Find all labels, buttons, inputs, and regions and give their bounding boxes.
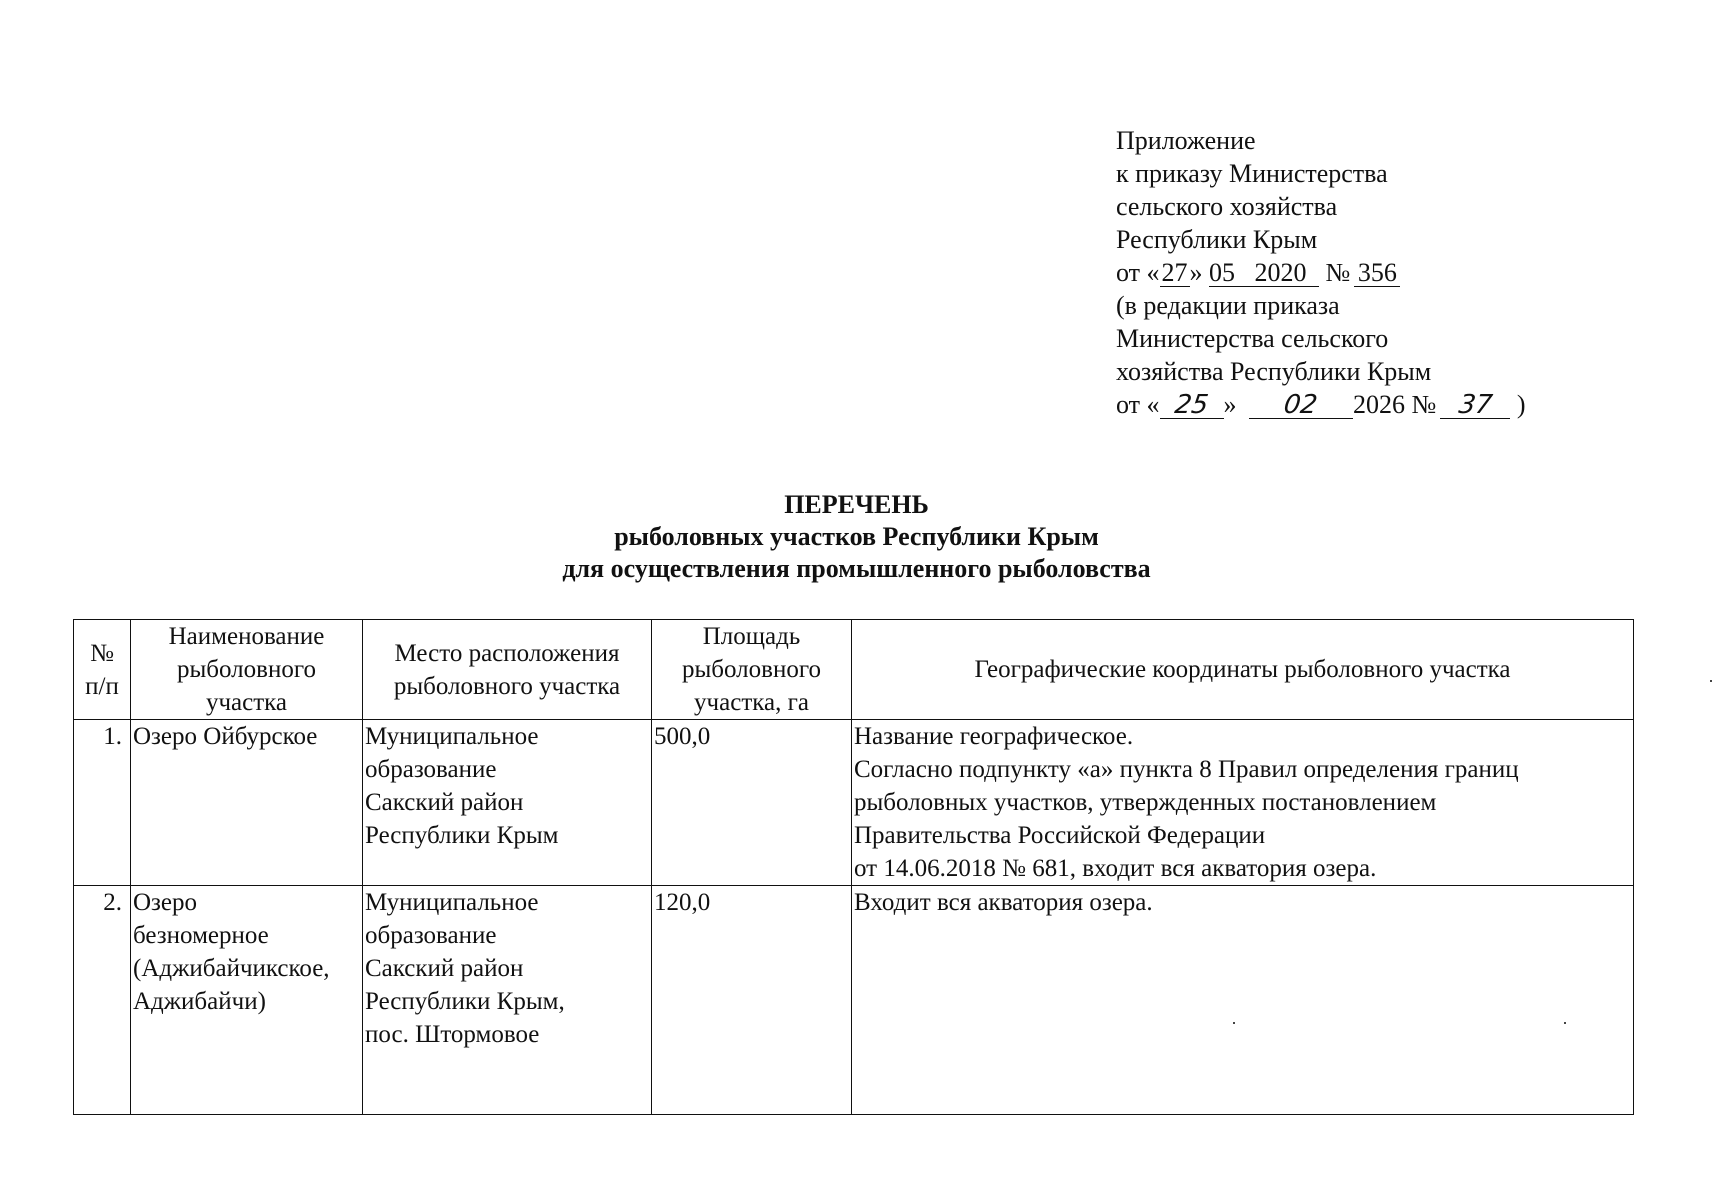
table-row	[74, 886, 1634, 1115]
cell-text: Аджибайчи)	[133, 988, 266, 1015]
order-quote: »	[1189, 258, 1203, 287]
amend-quote: »	[1223, 390, 1237, 419]
cell-text: Входит вся акватория озера.	[854, 889, 1153, 916]
cell-name	[131, 886, 363, 1115]
cell-text: образование	[365, 922, 497, 949]
header-text: Место расположения	[394, 639, 620, 667]
cell-text: Правительства Российской Федерации	[854, 822, 1266, 849]
cell-text: Муниципальное	[365, 723, 539, 750]
scan-speck	[1710, 680, 1712, 682]
heading-title: ПЕРЕЧЕНЬ	[784, 490, 929, 519]
cell-text: образование	[365, 756, 497, 783]
appendix-line: (в редакции приказа	[1116, 291, 1340, 320]
cell-area: 500,0	[652, 720, 852, 886]
appendix-block	[1116, 124, 1526, 421]
amend-close-paren: )	[1516, 390, 1526, 419]
order-number: 356	[1354, 260, 1400, 287]
cell-area: 120,0	[652, 886, 852, 1115]
header-text: рыболовного	[682, 656, 821, 683]
appendix-line: Министерства сельского	[1116, 324, 1389, 353]
col-header-number	[74, 620, 131, 720]
order-year: 2020	[1254, 258, 1307, 287]
appendix-title: Приложение	[1116, 126, 1256, 155]
cell-coordinates	[852, 720, 1634, 886]
header-text: рыболовного	[177, 656, 316, 683]
col-header-coordinates	[852, 620, 1634, 720]
header-text: Площадь	[702, 623, 801, 650]
cell-text: (Аджибайчикское,	[133, 955, 330, 982]
table-row	[74, 720, 1634, 886]
order-number-label: №	[1325, 258, 1351, 287]
appendix-line: хозяйства Республики Крым	[1116, 357, 1432, 386]
cell-location	[363, 886, 652, 1115]
amend-month-handwritten: 02	[1282, 390, 1320, 420]
cell-text: Согласно подпункту «а» пункта 8 Правил определения границ	[854, 756, 1519, 783]
cell-text: от 14.06.2018 № 681, входит вся акватория озера.	[854, 855, 1377, 882]
appendix-line: сельского хозяйства	[1116, 192, 1338, 221]
scan-speck	[1233, 1022, 1235, 1024]
cell-text: Озеро	[133, 889, 198, 916]
amend-number	[1440, 392, 1510, 419]
document-heading	[0, 489, 1713, 585]
header-text: п/п	[85, 672, 119, 700]
order-month: 05	[1209, 258, 1236, 287]
appendix-line: Республики Крым	[1116, 225, 1318, 254]
cell-text: Сакский район	[365, 955, 524, 982]
order-date-line	[1116, 256, 1526, 289]
amend-day	[1160, 392, 1224, 419]
cell-text: Республики Крым,	[365, 988, 565, 1015]
cell-number: 2.	[74, 886, 131, 1115]
cell-text: Название географическое.	[854, 723, 1134, 750]
header-text: №	[90, 639, 114, 667]
col-header-area	[652, 620, 852, 720]
cell-coordinates	[852, 886, 1634, 1115]
amend-day-handwritten: 25	[1172, 390, 1211, 420]
order-prefix: от «	[1116, 258, 1160, 287]
order-month-year	[1209, 260, 1319, 287]
cell-name	[131, 720, 363, 886]
header-text: Географические координаты рыболовного участка	[974, 656, 1511, 683]
heading-subtitle: рыболовных участков Республики Крым	[614, 522, 1099, 551]
header-text: участка	[205, 689, 288, 716]
amend-number-label: №	[1411, 390, 1437, 419]
cell-text: Республики Крым	[365, 822, 559, 849]
table-header-row	[74, 620, 1634, 720]
cell-text: рыболовных участков, утвержденных постановлением	[854, 789, 1437, 816]
cell-text: Озеро Ойбурское	[133, 723, 318, 750]
fishing-areas-table	[73, 619, 1634, 1115]
appendix-line: к приказу Министерства	[1116, 159, 1388, 188]
heading-subtitle: для осуществления промышленного рыболовства	[562, 554, 1151, 583]
col-header-location	[363, 620, 652, 720]
order-day: 27	[1161, 258, 1188, 287]
amend-month	[1249, 392, 1353, 419]
cell-number: 1.	[74, 720, 131, 886]
cell-text: пос. Штормовое	[365, 1021, 540, 1048]
cell-text: Муниципальное	[365, 889, 539, 916]
amend-year: 2026	[1353, 390, 1406, 419]
cell-text: Сакский район	[365, 789, 524, 816]
amend-prefix: от «	[1116, 390, 1160, 419]
amend-number-handwritten: 37	[1456, 390, 1494, 420]
header-text: Наименование	[168, 623, 325, 650]
amendment-date-line	[1116, 388, 1526, 421]
scan-speck	[1564, 1022, 1566, 1024]
cell-text: безномерное	[133, 922, 269, 949]
header-text: участка, га	[694, 689, 809, 716]
header-text: рыболовного участка	[393, 672, 621, 700]
cell-location	[363, 720, 652, 886]
col-header-name	[131, 620, 363, 720]
